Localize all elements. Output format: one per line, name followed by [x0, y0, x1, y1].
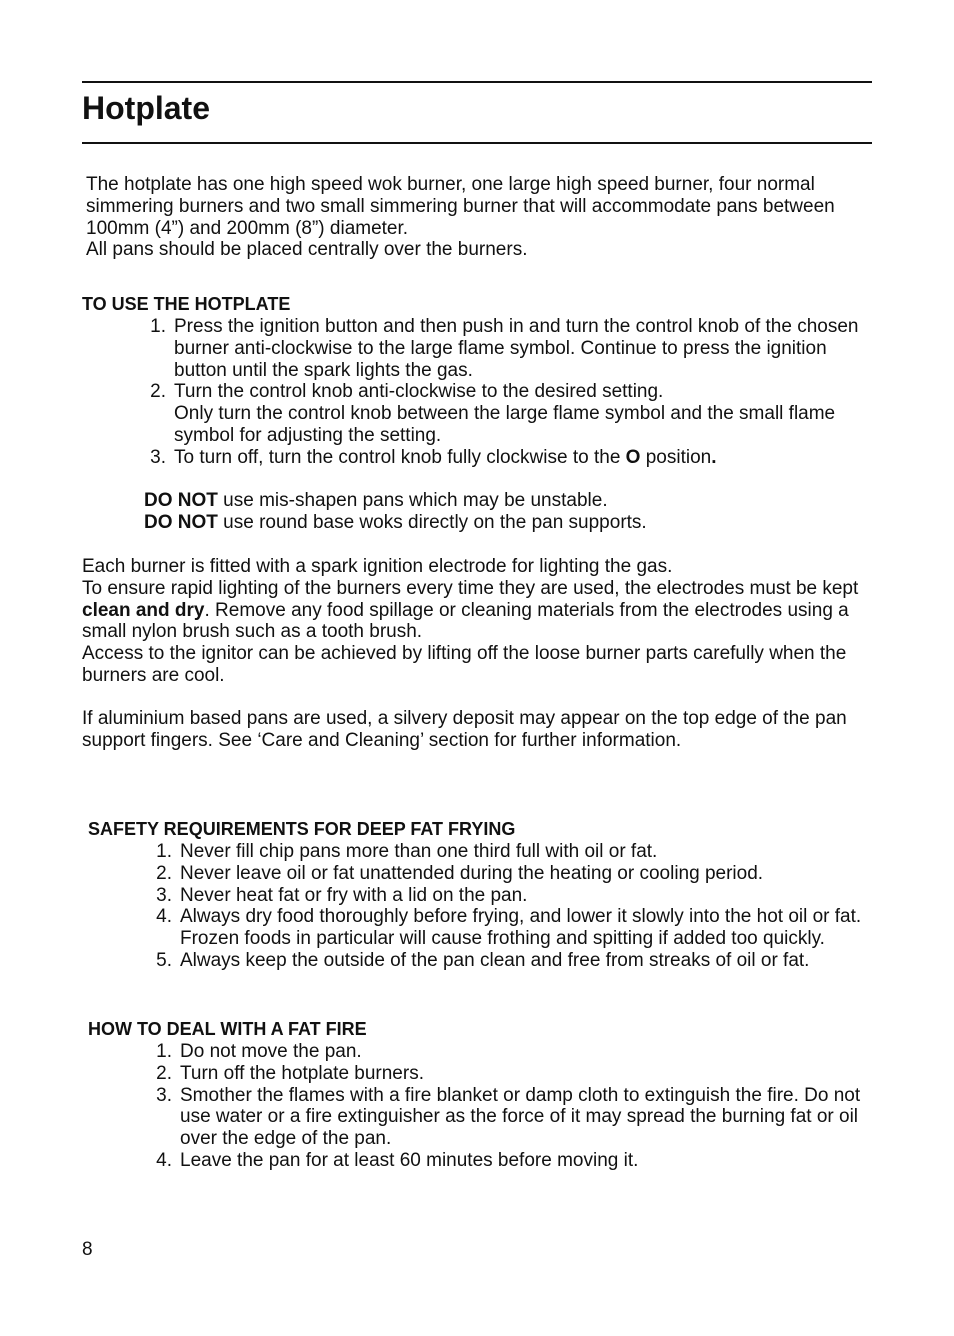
list-number: 3 .: [150, 885, 172, 907]
electrode-text-start: To ensure rapid lighting of the burners every time they are used, the electrodes must be kept: [82, 577, 859, 599]
top-rule: [82, 81, 872, 83]
list-item-text: Never fill chip pans more than one third full with oil or fat.: [180, 841, 658, 862]
list-number: 1 .: [144, 316, 166, 338]
list-item: [150, 1085, 866, 1150]
list-item: [150, 885, 878, 907]
ignition-text: Each burner is fitted with a spark ignition electrode for lighting the gas.: [82, 556, 673, 577]
list-number: 2 .: [144, 381, 166, 403]
step-text: To turn off, turn the control knob fully clockwise to the: [174, 446, 626, 468]
clean-and-dry-emphasis: clean and dry: [82, 599, 205, 621]
use-hotplate-heading: TO USE THE HOTPLATE: [82, 294, 291, 314]
list-item: [150, 841, 878, 863]
off-position-symbol: O: [625, 446, 641, 468]
list-item-text: Never heat fat or fry with a lid on the pan.: [180, 884, 528, 906]
list-number: 2 .: [150, 863, 172, 885]
warning-text: use round base woks directly on the pan supports.: [217, 511, 647, 533]
safety-heading: SAFETY REQUIREMENTS FOR DEEP FAT FRYING: [88, 819, 516, 839]
list-item: [150, 1150, 866, 1172]
step-text-end: position: [640, 446, 712, 468]
use-steps-list: [144, 316, 864, 469]
list-item-text: Leave the pan for at least 60 minutes before moving it.: [180, 1149, 639, 1171]
list-item: [150, 906, 878, 950]
intro-paragraph: [86, 174, 866, 261]
fat-fire-list: [150, 1041, 866, 1172]
step-period: .: [711, 446, 717, 468]
title-rule: [82, 142, 872, 144]
electrode-text-end: . Remove any food spillage or cleaning materials from the electrodes using a small nylon brush such as a tooth brush.: [82, 599, 849, 643]
fat-fire-heading: HOW TO DEAL WITH A FAT FIRE: [88, 1019, 367, 1039]
list-item-text: Always keep the outside of the pan clean and free from streaks of oil or fat.: [180, 949, 810, 971]
list-number: 4 .: [150, 1150, 172, 1172]
page-title: Hotplate: [82, 90, 210, 126]
list-item-text: Never leave oil or fat unattended during the heating or cooling period.: [180, 862, 764, 884]
list-item: [144, 316, 864, 381]
warnings: [144, 490, 864, 534]
safety-list: [150, 841, 878, 972]
warning-line: [144, 512, 864, 534]
list-number: 4 .: [150, 906, 172, 928]
list-number: 3 .: [150, 1085, 172, 1107]
list-item: [150, 950, 878, 972]
warning-label: DO NOT: [144, 490, 218, 511]
list-number: 1 .: [150, 841, 172, 863]
list-number: 3 .: [144, 447, 166, 469]
ignitor-access-text: Access to the ignitor can be achieved by lifting off the loose burner parts carefully when the burners are cool.: [82, 643, 847, 686]
intro-text: The hotplate has one high speed wok burner, one large high speed burner, four normal simmering burners and two small simmering burner that will accommodate pans between 100mm (4”) and 200mm (8”) diameter.: [86, 174, 835, 239]
intro-note: All pans should be placed centrally over the burners.: [86, 239, 528, 261]
warning-text: use mis-shapen pans which may be unstable.: [217, 490, 608, 511]
step-text: Press the ignition button and then push in and turn the control knob of the chosen burner anti-clockwise to the large flame symbol. Continue to press the ignition button until the spark lights the gas.: [174, 316, 859, 381]
list-number: 5 .: [150, 950, 172, 972]
ignition-paragraph: [82, 556, 874, 687]
step-note: Only turn the control knob between the large flame symbol and the small flame symbol for adjusting the setting.: [174, 403, 836, 446]
list-item-text: Do not move the pan.: [180, 1041, 362, 1062]
aluminium-paragraph: If aluminium based pans are used, a silvery deposit may appear on the top edge of the pan support fingers. See ‘Care and Cleaning’ section for further information.: [82, 708, 847, 751]
list-item: [144, 381, 864, 446]
warning-label: DO NOT: [144, 511, 218, 533]
page-number: 8: [82, 1239, 93, 1260]
list-item: [150, 1041, 866, 1063]
list-number: 1 .: [150, 1041, 172, 1063]
list-item: [150, 1063, 866, 1085]
step-text: Turn the control knob anti-clockwise to the desired setting.: [174, 381, 664, 403]
list-item-text: Smother the flames with a fire blanket or damp cloth to extinguish the fire. Do not use water or a fire extinguisher as the force of it may spread the burning fat or oil over the edge of the pan.: [180, 1084, 861, 1150]
list-number: 2 .: [150, 1063, 172, 1085]
electrode-text: [82, 578, 874, 643]
list-item: [150, 863, 878, 885]
warning-line: [144, 490, 864, 512]
list-item-text: Always dry food thoroughly before frying, and lower it slowly into the hot oil or fat. Frozen foods in particular will cause frothing and spitting if added too quickly.: [180, 906, 862, 950]
list-item-text: Turn off the hotplate burners.: [180, 1062, 424, 1084]
list-item: [144, 447, 864, 469]
